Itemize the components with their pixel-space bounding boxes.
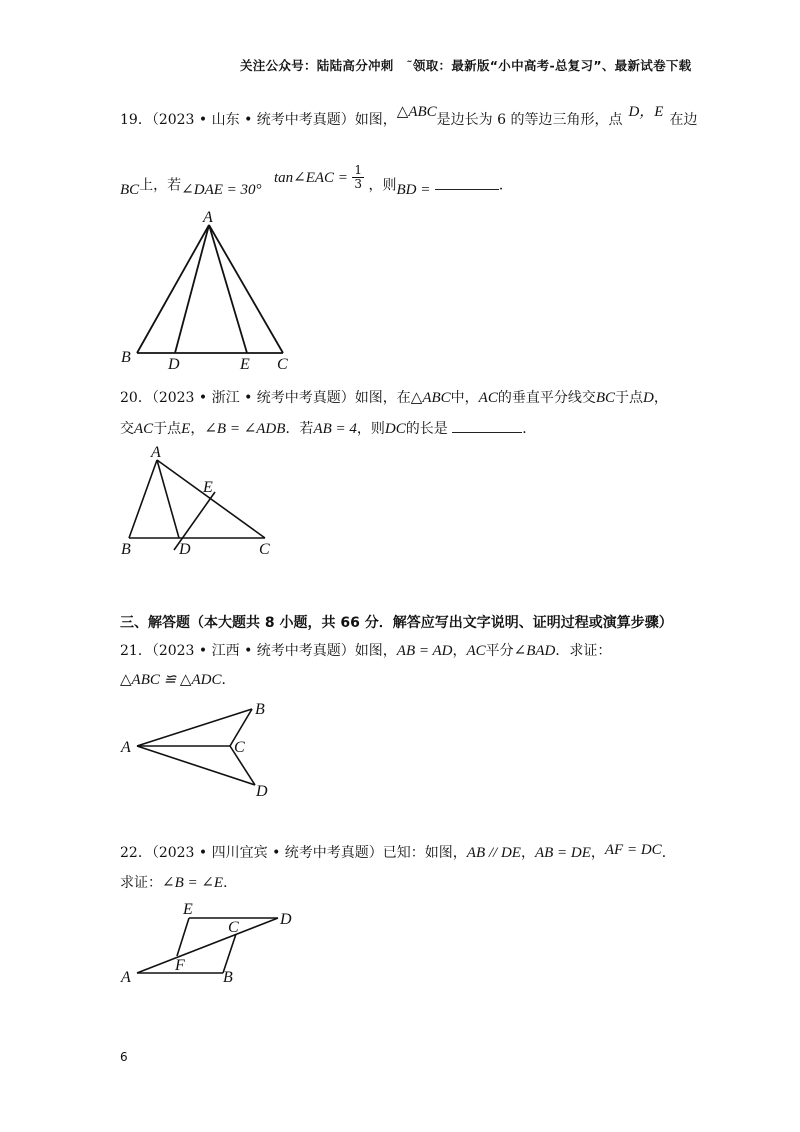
q19-tan: tan∠EAC = <box>273 169 348 186</box>
q19-numerator: 1 <box>354 163 363 177</box>
q20-source: （2023 • 浙江 • 统考中考真题）如图，在 <box>151 390 411 406</box>
q21-figure <box>115 696 285 806</box>
q21-label-a: A <box>121 739 131 756</box>
q19-line1 <box>120 104 698 130</box>
q20-figure <box>115 442 285 562</box>
q21-line2 <box>120 670 235 690</box>
q20-eq1: ∠B = ∠ADB <box>204 421 286 437</box>
q21-ac: AC <box>466 643 486 659</box>
q19-tan-expr <box>273 163 369 191</box>
q22-label-b: B <box>223 969 233 986</box>
q22-line2 <box>120 873 237 893</box>
q19-bc: BC <box>120 181 140 198</box>
q20-line1 <box>120 388 668 408</box>
q21-text3: ．求证： <box>555 643 612 659</box>
q22-segment-ef <box>177 918 189 956</box>
q20-triangle: △ABC <box>410 390 451 406</box>
q19-line2 <box>120 163 513 199</box>
q22-text1: ， <box>520 845 535 861</box>
q20-d: D <box>643 390 654 406</box>
q20-text9: 的长是 <box>405 421 448 437</box>
q20-ac2: AC <box>134 421 154 437</box>
q19-label-e: E <box>240 356 250 373</box>
q19-side-ab <box>137 225 209 353</box>
q20-label-a: A <box>151 444 161 461</box>
q20-text4: ， <box>653 390 668 406</box>
q19-bd: BD = <box>396 181 431 198</box>
q21-label-c: C <box>234 739 245 756</box>
q19-text4: ，则 <box>368 177 397 194</box>
q19-fraction <box>352 164 364 191</box>
q22-text2: ， <box>590 845 605 861</box>
q22-source: （2023 • 四川宜宾 • 统考中考真题）已知：如图， <box>151 845 467 861</box>
q20-text5: 于点 <box>153 421 182 437</box>
q20-e: E <box>181 421 191 437</box>
page-number: 6 <box>120 1050 128 1064</box>
q22-number: 22． <box>120 845 152 861</box>
q19-segment-ae <box>209 225 247 353</box>
q20-label-e: E <box>203 479 213 496</box>
q22-segment-bc <box>223 934 236 973</box>
q22-label-e: E <box>183 901 193 918</box>
q22-label-d: D <box>280 911 292 928</box>
q22-line1 <box>120 843 676 863</box>
q19-text1: 是边长为 6 的等边三角形，点 <box>436 112 623 128</box>
q20-text8: ，则 <box>356 421 385 437</box>
q19-label-a: A <box>203 209 213 226</box>
q19-triangle: △ABC <box>396 104 437 120</box>
q21-label-b: B <box>255 701 265 718</box>
q21-source: （2023 • 江西 • 统考中考真题）如图， <box>151 643 397 659</box>
q22-segment-ad <box>137 918 278 973</box>
q20-text1: 中， <box>450 390 479 406</box>
q19-number: 19． <box>120 112 152 128</box>
q20-text3: 于点 <box>615 390 643 406</box>
q22-text3: ． <box>661 845 676 861</box>
q19-text3: 上，若 <box>139 177 182 194</box>
q21-conclusion: △ABC ≌ △ADC <box>120 672 222 688</box>
q20-end: ． <box>522 421 537 437</box>
page-header: 关注公众号：陆陆高分冲刺 ˜领取：最新版“小中高考-总复习”、最新试卷下载 <box>240 58 692 73</box>
q19-figure <box>115 205 305 375</box>
q21-angle: ∠BAD <box>513 643 556 659</box>
q20-side-ab <box>129 460 157 538</box>
q20-number: 20． <box>120 390 152 406</box>
q20-label-b: B <box>121 541 131 558</box>
q19-end: ． <box>498 177 513 194</box>
q21-text2: 平分 <box>485 643 514 659</box>
q20-jiao: 交 <box>120 421 134 437</box>
q21-text1: ， <box>452 643 467 659</box>
q19-angle: ∠DAE = 30° <box>181 181 262 198</box>
q20-eq2: AB = 4 <box>313 421 357 437</box>
q19-source: （2023 • 山东 • 统考中考真题）如图， <box>151 112 397 128</box>
q20-answer-blank[interactable] <box>452 418 522 433</box>
q22-conclusion: ∠B = ∠E <box>162 875 224 891</box>
q20-text7: ．若 <box>285 421 314 437</box>
q21-eq1: AB = AD <box>396 643 453 659</box>
q22-label-f: F <box>175 957 185 974</box>
q19-denominator: 3 <box>354 177 363 191</box>
q22-prove: 求证： <box>120 875 162 891</box>
q19-label-c: C <box>277 356 288 373</box>
q19-points: D，E <box>628 104 664 120</box>
q20-text6: ， <box>190 421 205 437</box>
q22-end: ． <box>223 875 238 891</box>
q19-label-d: D <box>168 356 180 373</box>
q21-end: ． <box>221 672 236 688</box>
q22-label-a: A <box>121 969 131 986</box>
q19-side-ac <box>209 225 283 353</box>
q22-eq3: AF = DC <box>604 842 662 858</box>
q20-segment-ad <box>157 460 179 538</box>
q20-line2 <box>120 418 536 439</box>
q20-bc: BC <box>595 390 615 406</box>
q20-dc: DC <box>384 421 406 437</box>
q20-label-c: C <box>259 541 270 558</box>
q22-figure <box>115 896 305 991</box>
q22-eq2: AB = DE <box>534 845 591 861</box>
section-title: 三、解答题（本大题共 8 小题，共 66 分．解答应写出文字说明、证明过程或演算步骤） <box>120 615 673 631</box>
q22-eq1: AB // DE <box>466 845 521 861</box>
q22-label-c: C <box>228 919 239 936</box>
q19-label-b: B <box>121 349 131 366</box>
q19-text2: 在边 <box>669 112 698 128</box>
q21-number: 21． <box>120 643 152 659</box>
q20-text2: 的垂直平分线交 <box>497 390 596 406</box>
q20-label-d: D <box>179 541 191 558</box>
q19-answer-blank[interactable] <box>435 175 499 190</box>
q20-ac: AC <box>478 390 498 406</box>
q21-label-d: D <box>256 783 268 800</box>
q19-segment-ad <box>175 225 209 353</box>
q21-line1 <box>120 641 611 661</box>
